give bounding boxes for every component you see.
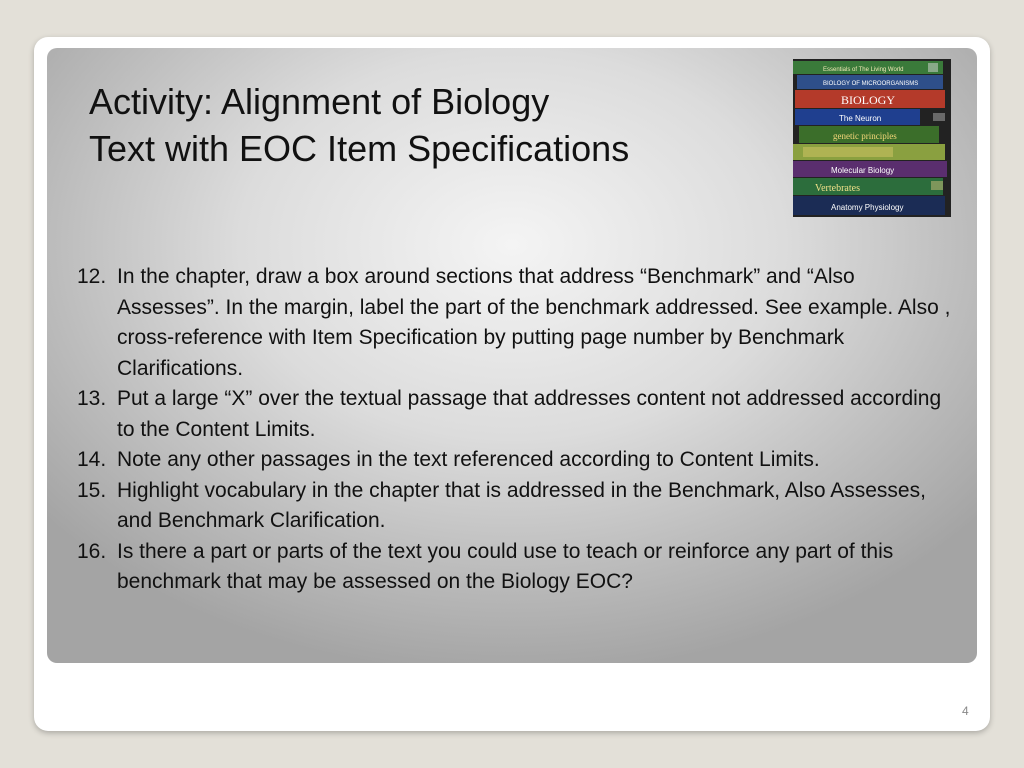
book-accent-1 xyxy=(928,63,938,72)
book-stack-graphic xyxy=(793,59,951,217)
list-item xyxy=(77,445,957,476)
book-title-4: The Neuron xyxy=(839,114,882,123)
book-title-3: BIOLOGY xyxy=(841,93,895,107)
list-item xyxy=(77,384,957,445)
list-item xyxy=(77,476,957,537)
step-text: Put a large “X” over the textual passage that addresses content not addressed according to the Content Limits. xyxy=(117,387,942,441)
page-number: 4 xyxy=(962,704,969,718)
step-number: 14. xyxy=(77,448,107,471)
book-accent-3 xyxy=(931,181,943,190)
step-number: 13. xyxy=(77,387,107,410)
step-text: Note any other passages in the text referenced according to Content Limits. xyxy=(117,448,820,471)
step-text: Highlight vocabulary in the chapter that is addressed in the Benchmark, Also Assesses, and Benchmark Clarification. xyxy=(117,478,926,532)
activity-steps-list xyxy=(77,262,957,598)
slide-title-line-2: Text with EOC Item Specifications xyxy=(89,128,630,169)
book-title-6: Molecular Biology xyxy=(831,166,895,175)
book-spine-pattern xyxy=(803,147,893,157)
step-number: 15. xyxy=(77,478,107,502)
book-title-1: Essentials of The Living World xyxy=(823,67,904,73)
content-panel xyxy=(47,48,977,663)
biology-books-image xyxy=(793,59,951,217)
book-title-5: genetic principles xyxy=(833,131,897,141)
book-title-8: Anatomy Physiology xyxy=(831,203,904,212)
book-title-2: BIOLOGY OF MICROORGANISMS xyxy=(823,81,919,87)
book-title-7: Vertebrates xyxy=(815,183,860,194)
book-accent-2 xyxy=(933,113,945,121)
slide-title xyxy=(89,78,769,172)
step-text: Is there a part or parts of the text you could use to teach or reinforce any part of this benchmark that may be assessed on the Biology EOC? xyxy=(117,539,894,593)
step-text: In the chapter, draw a box around sections that address “Benchmark” and “Also Assesses”. In the margin, label the part of the benchmark addressed. See example. Also , cross-reference with Item Specification by putting page number by Benchmark Clarifications. xyxy=(117,265,951,380)
list-item xyxy=(77,537,957,598)
step-number: 16. xyxy=(77,539,107,563)
list-item xyxy=(77,262,957,384)
slide-title-line-1: Activity: Alignment of Biology xyxy=(89,81,550,122)
step-number: 12. xyxy=(77,265,107,288)
